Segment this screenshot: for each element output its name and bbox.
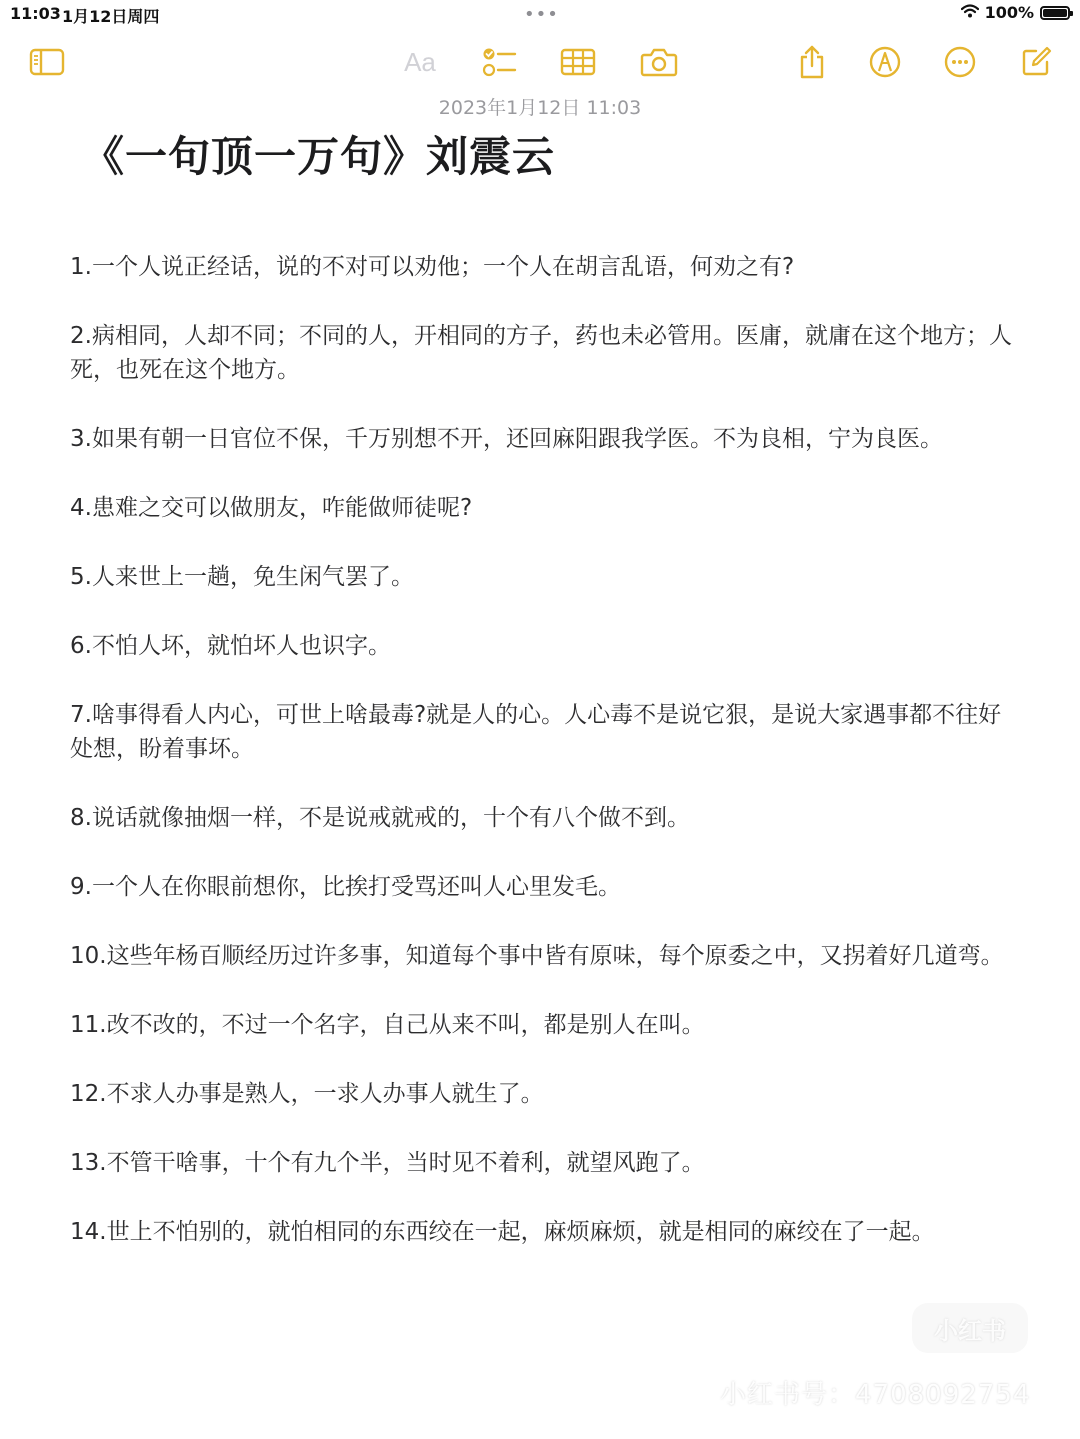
note-paragraph-8: 8.说话就像抽烟一样，不是说戒就戒的，十个有八个做不到。 bbox=[70, 805, 690, 831]
note-title[interactable]: 《一句顶一万句》刘震云 bbox=[82, 132, 556, 181]
camera-button[interactable] bbox=[637, 40, 681, 84]
status-indicators bbox=[961, 3, 1070, 22]
note-paragraph-3: 3.如果有朝一日官位不保，千万别想不开，还回麻阳跟我学医。不为良相，宁为良医。 bbox=[70, 426, 943, 452]
xiaohongshu-watermark-id: 小红书号：4708092754 bbox=[720, 1380, 1031, 1410]
note-paragraph-10: 10.这些年杨百顺经历过许多事，知道每个事中皆有原味，每个原委之中，又拐着好几道弯。 bbox=[70, 943, 1004, 969]
markup-pen-icon bbox=[869, 46, 901, 78]
battery-percent: 100% bbox=[984, 3, 1034, 22]
battery-level-fill bbox=[1043, 9, 1067, 17]
note-paragraph-12: 12.不求人办事是熟人，一求人办事人就生了。 bbox=[70, 1081, 544, 1107]
battery-icon bbox=[1040, 6, 1070, 20]
notes-toolbar bbox=[0, 40, 1080, 84]
wifi-icon bbox=[961, 3, 979, 22]
share-button[interactable] bbox=[790, 40, 834, 84]
checklist-icon bbox=[481, 46, 517, 78]
status-time: 11:03 bbox=[10, 4, 61, 23]
ellipsis-circle-icon bbox=[944, 46, 976, 78]
note-paragraph-13: 13.不管干啥事，十个有九个半，当时见不着利，就望风跑了。 bbox=[70, 1150, 705, 1176]
camera-icon bbox=[640, 47, 678, 77]
note-paragraph-4: 4.患难之交可以做朋友，咋能做师徒呢? bbox=[70, 495, 473, 521]
checklist-button[interactable] bbox=[477, 40, 521, 84]
table-button[interactable] bbox=[556, 40, 600, 84]
note-paragraph-5: 5.人来世上一趟，免生闲气罢了。 bbox=[70, 564, 414, 590]
multitasking-dots[interactable]: ••• bbox=[524, 4, 559, 25]
note-paragraph-2: 2.病相同，人却不同；不同的人，开相同的方子，药也未必管用。医庸，就庸在这个地方；人死，也死在这个地方。 bbox=[70, 323, 1012, 383]
note-paragraph-6: 6.不怕人坏，就怕坏人也识字。 bbox=[70, 633, 391, 659]
compose-icon bbox=[1020, 46, 1052, 78]
format-label: Aa bbox=[404, 46, 436, 77]
share-icon bbox=[797, 45, 827, 79]
xiaohongshu-watermark-logo: 小红书 bbox=[912, 1303, 1028, 1353]
more-options-button[interactable] bbox=[938, 40, 982, 84]
note-paragraph-11: 11.改不改的，不过一个名字，自己从来不叫，都是别人在叫。 bbox=[70, 1012, 705, 1038]
compose-button[interactable] bbox=[1014, 40, 1058, 84]
status-bar bbox=[0, 0, 1080, 28]
table-icon bbox=[560, 48, 596, 76]
sidebar-icon bbox=[29, 48, 65, 76]
note-paragraph-1: 1.一个人说正经话，说的不对可以劝他；一个人在胡言乱语，何劝之有? bbox=[70, 254, 795, 280]
note-date: 2023年1月12日 11:03 bbox=[438, 97, 642, 119]
note-paragraph-9: 9.一个人在你眼前想你，比挨打受骂还叫人心里发毛。 bbox=[70, 874, 621, 900]
sidebar-toggle-button[interactable] bbox=[25, 40, 69, 84]
note-paragraph-14: 14.世上不怕别的，就怕相同的东西绞在一起，麻烦麻烦，就是相同的麻绞在了一起。 bbox=[70, 1219, 935, 1245]
format-button[interactable] bbox=[398, 40, 442, 84]
note-paragraph-7: 7.啥事得看人内心，可世上啥最毒?就是人的心。人心毒不是说它狠，是说大家遇事都不往好处想，盼着事坏。 bbox=[70, 702, 1002, 762]
status-date: 1月12日周四 bbox=[62, 7, 160, 26]
markup-button[interactable] bbox=[863, 40, 907, 84]
note-body[interactable] bbox=[70, 250, 1015, 1249]
